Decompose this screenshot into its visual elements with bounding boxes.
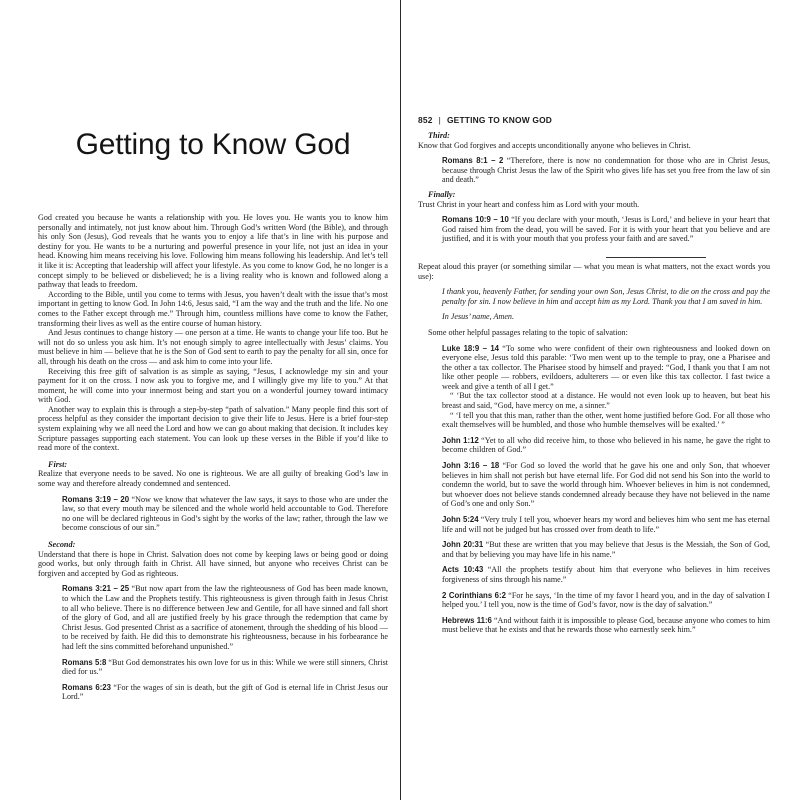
scripture-text: “And without faith it is impossible to please God, because anyone who comes to him must believe that he exists and that he rewards those who earnestly seek him.” — [442, 615, 770, 635]
scripture-reference: Hebrews 11:6 — [442, 615, 492, 625]
intro-paragraph: Receiving this free gift of salvation is as simple as saying, “Jesus, I acknowledge my sin and your payment for it on the cross. I now ask you to forgive me, and I willingly give my life to you.” At that moment, he will come into your innermost being and start you on a wonderful journey toward intimacy with God. — [38, 366, 388, 405]
intro-paragraph: God created you because he wants a relationship with you. He loves you. He wants you to know him personally and intimately, not just know about him. Through God’s written Word (the Bible), and through his only Son (Jesus), God reveals that he wants you to enjoy a life that’s in line with his purpose and destiny for you. He wants to be a nurturing and powerful presence in your life, not just an idea in your head. Knowing him means receiving his love. Following him means following his leadership. And let’s tell it like it is: Accepting that leadership will affect your lifestyle. As you come to know God, he no longer is a concept simply to be believed or disbelieved; he is a living reality who is known and followed along a pathway that leads to freedom. — [38, 213, 388, 290]
scripture-passage — [442, 344, 770, 392]
intro-paragraph: According to the Bible, until you come to terms with Jesus, you haven’t dealt with the issue that’s most important in getting to know God. In John 14:6, Jesus said, “I am the way and the truth and the life. No one comes to the Father except through me.” Through him, countless millions have come to know the Father, transforming their lives as well as the entire course of human history. — [38, 289, 388, 328]
intro-paragraph: And Jesus continues to change history — one person at a time. He wants to change your life too. But he will not do so unless you ask him. It’s not enough simply to agree intellectually with Jesus’ claims. You must believe in him — believe that he is the Son of God sent to earth to pay the penalty for all sin, once for all, through his death on the cross — and ask him to come into your life. — [38, 328, 388, 366]
scripture-reference: 2 Corinthians 6:2 — [442, 590, 506, 600]
page-title: Getting to Know God — [75, 128, 351, 161]
right-page — [418, 0, 770, 800]
scripture-reference: Romans 3:19 – 20 — [62, 494, 130, 504]
scripture-continuation: “ ‘But the tax collector stood at a distance. He would not even look up to heaven, but beat his breast and said, “God, have mercy on me, a sinner.” — [442, 391, 770, 411]
scripture-reference: Romans 10:9 – 10 — [442, 215, 509, 225]
scripture-reference: John 5:24 — [442, 515, 479, 524]
scripture-reference: Romans 5:8 — [62, 657, 107, 667]
scripture-text: “Now we know that whatever the law says, it says to those who are under the law, so that every mouth may be silenced and the whole world held accountable to God. Therefore no one will be declared righteous in God’s sight by the works of the law; rather, through the law we become conscious of our sin.” — [62, 494, 388, 533]
scripture-passage — [62, 683, 388, 702]
intro-paragraph: Another way to explain this is through a step-by-step “path of salvation.” Many people find this sort of process helpful as they consider the important decision to give their life to Jesus. Here is a brief four-step system explaining why we all need the Lord and how we can go about making that decision. It includes key Scripture passages supporting each statement. You can look up these verses in the Bible if you’d like to read more of the context. — [38, 404, 388, 453]
scripture-passage — [442, 436, 770, 455]
scripture-text: “All the prophets testify about him that everyone who believes in him receives forgiveness of sins through his name.” — [442, 565, 770, 584]
scripture-passage — [442, 515, 770, 534]
scripture-text: “Very truly I tell you, whoever hears my word and believes him who sent me has eternal life and will not be judged but has crossed over from death to life.” — [442, 515, 770, 534]
intro-section — [38, 213, 388, 702]
scripture-text: “For the wages of sin is death, but the gift of God is eternal life in Christ Jesus our Lord.” — [62, 682, 388, 702]
step-label-third: Third: — [428, 131, 450, 140]
scripture-reference: John 3:16 – 18 — [442, 461, 500, 471]
scripture-passage — [62, 584, 388, 651]
running-head-title: GETTING TO KNOW GOD — [446, 115, 553, 125]
prayer-text: I thank you, heavenly Father, for sending your own Son, Jesus Christ, to die on the cross and pay the penalty for sin. I now believe in him and accept him as my Lord. Thank you that I am saved in him. — [442, 287, 770, 306]
page-gutter — [400, 0, 401, 800]
passages-intro: Some other helpful passages relating to the topic of salvation: — [428, 327, 628, 337]
step-label-first: First: — [48, 459, 68, 469]
scripture-passage — [442, 591, 770, 610]
step-text-first: Realize that everyone needs to be saved. No one is righteous. We are all guilty of breaking God’s law in some way and therefore already condemned and sentenced. — [38, 469, 388, 489]
prayer-close: In Jesus’ name, Amen. — [442, 312, 515, 322]
running-head-separator: | — [438, 115, 441, 125]
section-divider — [606, 257, 706, 258]
scripture-reference: John 1:12 — [442, 435, 479, 445]
right-body — [418, 131, 770, 635]
scripture-text: “To some who were confident of their own righteousness and looked down on everyone else, Jesus told this parable: ‘Two men went up to the temple to pray, one a Pharisee and the other a tax collector. The Pharisee stood by himself and prayed: “God, I thank you that I am not like other people — robbers, evildoers, adulterers — or even like this tax collector. I fast twice a week and give a tenth of all I get.” — [442, 343, 770, 391]
scripture-passage — [442, 215, 770, 244]
scripture-text: “But now apart from the law the righteousness of God has been made known, to which the Law and the Prophets testify. This righteousness is given through faith in Jesus Christ to all who believe. There is no difference between Jew and Gentile, for all have sinned and fall short of the glory of God, and all are justified freely by his grace through the redemption that came by Christ Jesus. God presented Christ as a sacrifice of atonement, through the shedding of his blood — to be received by faith. He did this to demonstrate his righteousness, because in his forbearance he had left the sins committed beforehand unpunished.” — [62, 584, 388, 651]
step-text-third: Know that God forgives and accepts unconditionally anyone who believes in Christ. — [418, 140, 691, 150]
step-text-finally: Trust Christ in your heart and confess him as Lord with your mouth. — [418, 199, 640, 209]
step-label-second: Second: — [48, 540, 76, 549]
scripture-passage — [442, 156, 770, 185]
step-text-second: Understand that there is hope in Christ. Salvation does not come by keeping laws or being good or doing good works, but only through faith in Christ. All have sinned, but anyone who receives Christ can be forgiven and accepted by God as righteous. — [38, 549, 388, 578]
scripture-reference: Romans 8:1 – 2 — [442, 156, 504, 166]
scripture-text: “If you declare with your mouth, ‘Jesus is Lord,’ and believe in your heart that God raised him from the dead, you will be saved. For it is with your heart that you believe and are justified, and it is with your mouth that you profess your faith and are saved.” — [442, 215, 770, 244]
scripture-text: “Yet to all who did receive him, to those who believed in his name, he gave the right to become children of God.” — [442, 435, 770, 455]
scripture-text: “For he says, ‘In the time of my favor I heard you, and in the day of salvation I helped you.’ I tell you, now is the time of God’s favor, now is the day of salvation.” — [442, 590, 770, 610]
scripture-passage — [62, 495, 388, 533]
scripture-passage — [442, 616, 770, 635]
page-number: 852 — [418, 115, 433, 125]
scripture-reference: Luke 18:9 – 14 — [442, 343, 499, 353]
scripture-text: “But these are written that you may believe that Jesus is the Messiah, the Son of God, and that by believing you may have life in his name.” — [442, 540, 770, 559]
scripture-continuation: “ ‘I tell you that this man, rather than the other, went home justified before God. For all those who exalt themselves will be humbled, and those who humble themselves will be exalted.’ ” — [442, 410, 770, 430]
scripture-text: “But God demonstrates his own love for us in this: While we were still sinners, Christ died for us.” — [62, 657, 388, 677]
scripture-reference: Romans 6:23 — [62, 682, 111, 692]
step-label-finally: Finally: — [428, 189, 456, 199]
scripture-reference: Romans 3:21 – 25 — [62, 584, 130, 594]
prayer-intro: Repeat aloud this prayer (or something similar — what you mean is what matters, not the exact words you use): — [418, 261, 770, 281]
scripture-passage — [62, 658, 388, 677]
scripture-text: “For God so loved the world that he gave his one and only Son, that whoever believes in him shall not perish but have eternal life. For God did not send his Son into the world to condemn the world, but to save the world through him. Whoever believes in him is not condemned, but whoever does not believe stands condemned already because they have not believed in the name of God’s one and only Son.” — [442, 461, 770, 509]
scripture-text: “Therefore, there is now no condemnation for those who are in Christ Jesus, because through Christ Jesus the law of the Spirit who gives life has set you free from the law of sin and death.” — [442, 156, 770, 185]
left-page — [38, 0, 388, 800]
scripture-passage — [442, 540, 770, 559]
running-head — [418, 115, 770, 127]
scripture-reference: Acts 10:43 — [442, 565, 484, 575]
scripture-passage — [442, 565, 770, 584]
scripture-reference: John 20:31 — [442, 540, 484, 550]
scripture-passage — [442, 461, 770, 509]
